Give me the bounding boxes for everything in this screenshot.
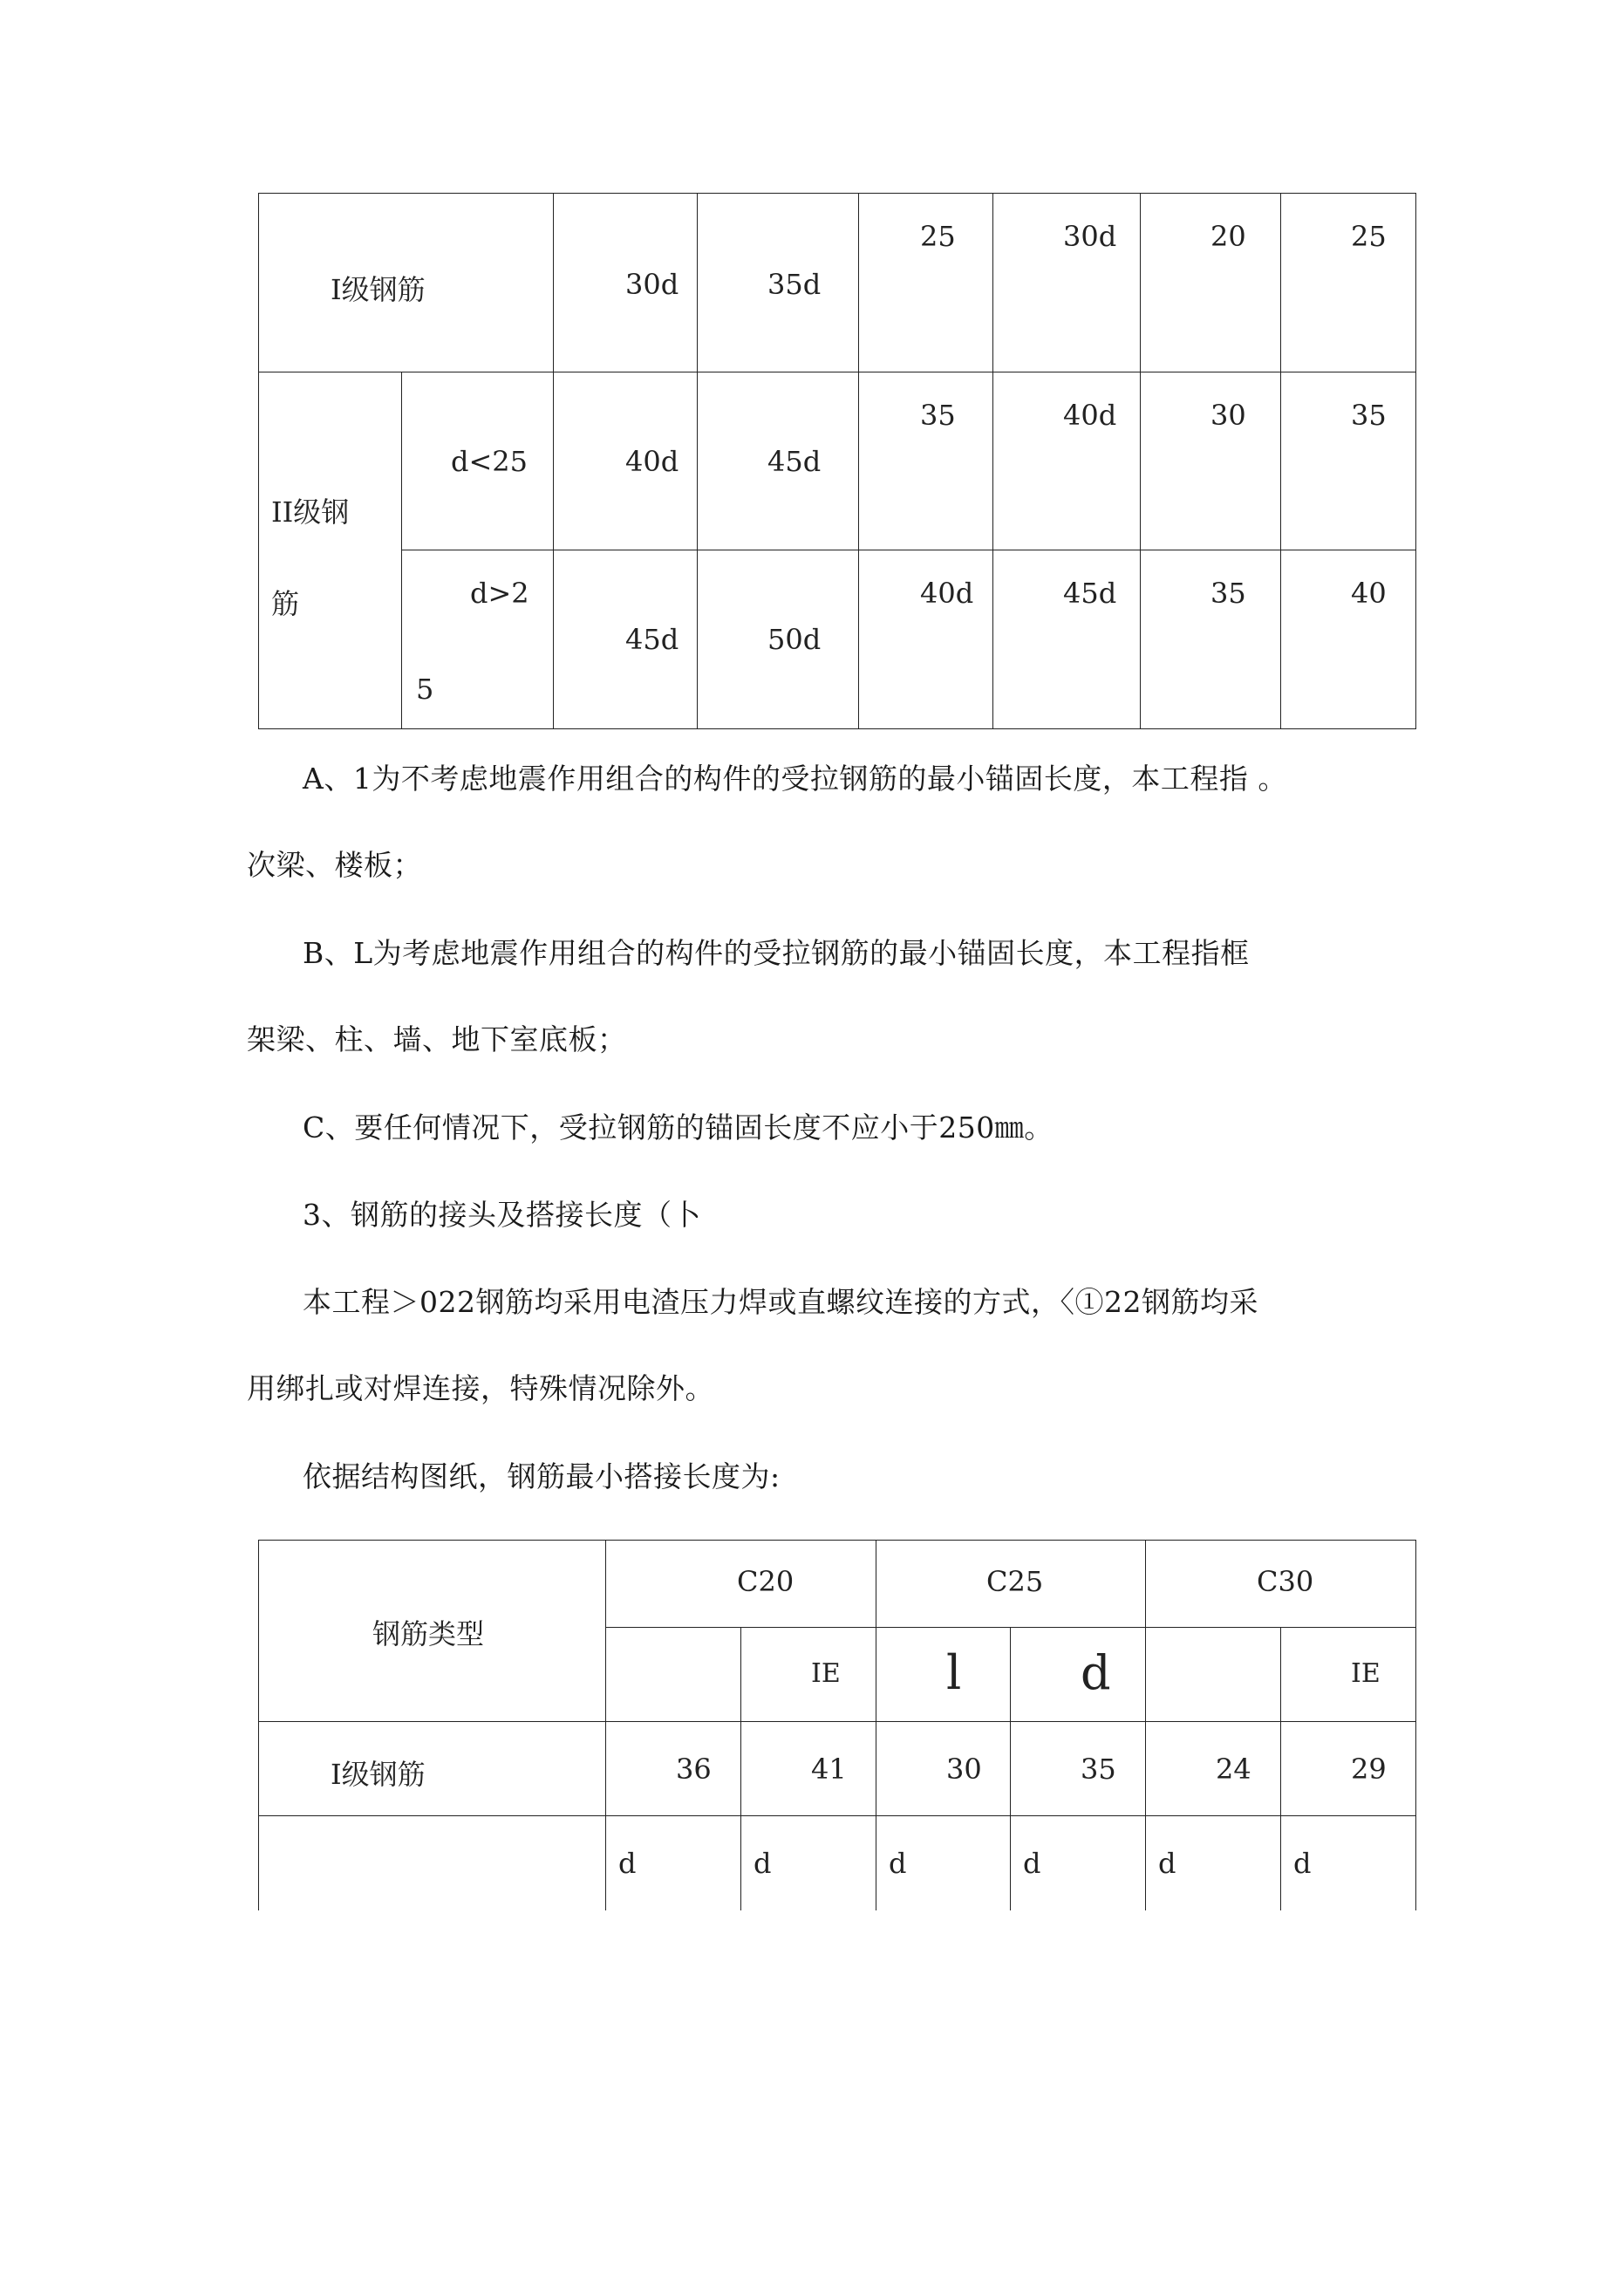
row-label-empty (259, 1816, 606, 1910)
paragraph-a-line2: 次梁、楼板； (247, 848, 422, 882)
table-row (259, 194, 1416, 372)
cell-value: 40d (859, 550, 993, 729)
paragraph-a-line1: A、1为不考虑地震作用组合的构件的受拉钢筋的最小锚固长度，本工程指 。 (303, 762, 1287, 796)
cell-value: 35 (859, 372, 993, 550)
header-grade-c20: C20 (606, 1541, 876, 1628)
cell-value: 24 (1146, 1722, 1281, 1816)
sub-label-d-gt-25: d>2 5 (402, 550, 554, 729)
cell-value: 50d (698, 550, 859, 729)
cell-value: 41 (741, 1722, 876, 1816)
section-3-heading: 3、钢筋的接头及搭接长度（卜 (303, 1198, 701, 1232)
cell-value: 25 (1281, 194, 1416, 372)
cell-value: 40d (993, 372, 1141, 550)
paragraph-joint-line2: 用绑扎或对焊连接，特殊情况除外。 (247, 1371, 714, 1405)
cell-value: 20 (1141, 194, 1281, 372)
row-label-grade1: Ⅰ级钢筋 (259, 1722, 606, 1816)
table-row (259, 1541, 1416, 1628)
cell-unit: d (876, 1816, 1011, 1910)
paragraph-b-line1: B、L为考虑地震作用组合的构件的受拉钢筋的最小锚固长度，本工程指框 (303, 936, 1250, 970)
cell-value: 25 (859, 194, 993, 372)
cell-value: 45d (554, 550, 698, 729)
cell-value: 30 (876, 1722, 1011, 1816)
sub-label-d-lt-25: d<25 (402, 372, 554, 550)
cell-unit: d (1146, 1816, 1281, 1910)
sub-header: IE (1281, 1628, 1416, 1722)
row-label-grade2: II级钢 筋 (259, 372, 402, 729)
cell-unit: d (1281, 1816, 1416, 1910)
cell-value: 40 (1281, 550, 1416, 729)
cell-unit: d (741, 1816, 876, 1910)
row-label-grade1: Ⅰ级钢筋 (259, 194, 554, 372)
sub-header (606, 1628, 741, 1722)
cell-unit: d (606, 1816, 741, 1910)
cell-value: 45d (993, 550, 1141, 729)
cell-value: 29 (1281, 1722, 1416, 1816)
paragraph-lap-intro: 依据结构图纸，钢筋最小搭接长度为: (303, 1459, 781, 1493)
cell-value: 35d (698, 194, 859, 372)
cell-value: 40d (554, 372, 698, 550)
header-rebar-type: 钢筋类型 (259, 1541, 606, 1722)
paragraph-joint-line1: 本工程＞022钢筋均采用电渣压力焊或直螺纹连接的方式，〈①22钢筋均采 (303, 1285, 1258, 1319)
table-row (259, 1816, 1416, 1910)
sub-header: d (1011, 1628, 1146, 1722)
sub-header: l (876, 1628, 1011, 1722)
cell-value: 35 (1011, 1722, 1146, 1816)
table-row (259, 372, 1416, 550)
cell-value: 35 (1141, 550, 1281, 729)
cell-value: 30d (993, 194, 1141, 372)
anchorage-length-table (258, 193, 1416, 729)
cell-unit: d (1011, 1816, 1146, 1910)
cell-value: 30d (554, 194, 698, 372)
cell-value: 45d (698, 372, 859, 550)
header-grade-c30: C30 (1146, 1541, 1416, 1628)
lap-length-table (258, 1540, 1416, 1910)
paragraph-c: C、要任何情况下，受拉钢筋的锚固长度不应小于250㎜。 (303, 1110, 1054, 1145)
paragraph-b-line2: 架梁、柱、墙、地下室底板； (247, 1022, 627, 1056)
header-grade-c25: C25 (876, 1541, 1146, 1628)
sub-header (1146, 1628, 1281, 1722)
cell-value: 30 (1141, 372, 1281, 550)
cell-value: 36 (606, 1722, 741, 1816)
table-row (259, 550, 1416, 729)
sub-header: IE (741, 1628, 876, 1722)
table-row (259, 1722, 1416, 1816)
cell-value: 35 (1281, 372, 1416, 550)
